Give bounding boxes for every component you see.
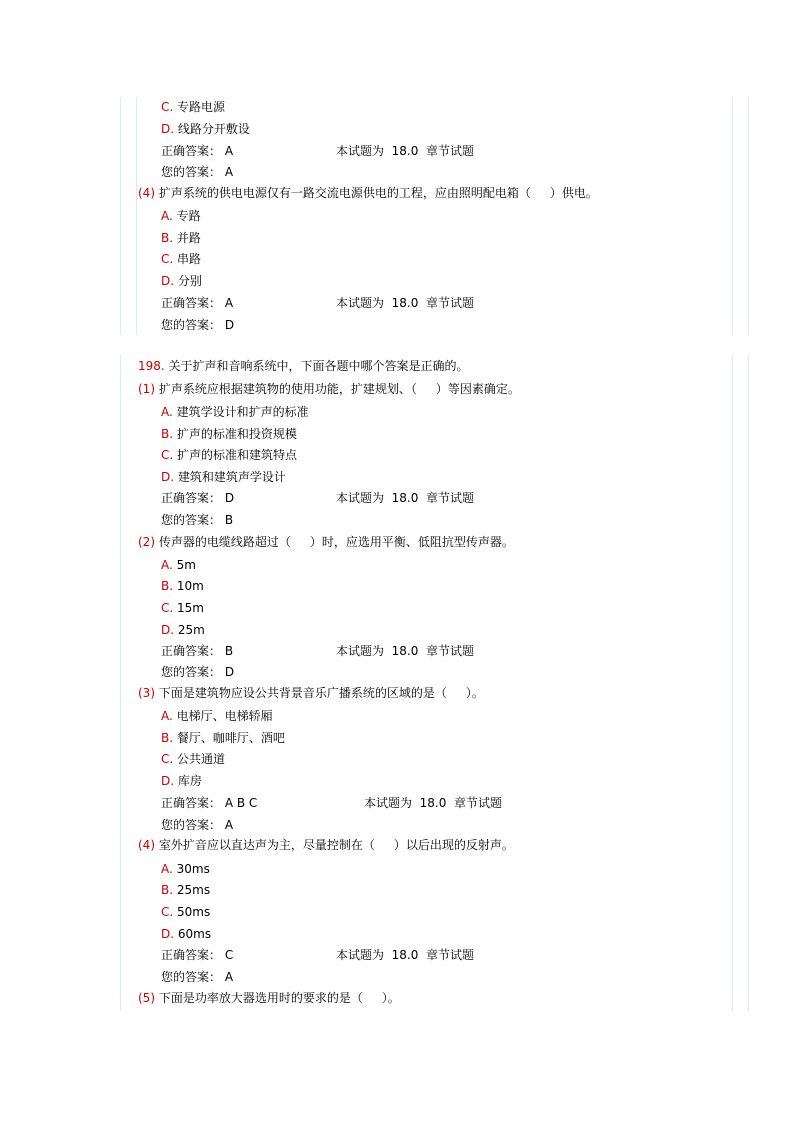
option-row: C. 50ms (161, 905, 211, 919)
score-row: 本试题为 18.0 章节试题 (336, 948, 475, 962)
option-row: A. 专路 (161, 209, 201, 223)
frame-inner-line-top (136, 97, 137, 335)
your-answer-row: 您的答案： A (161, 818, 234, 832)
your-answer-row: 您的答案： A (161, 970, 234, 984)
score-row: 本试题为 18.0 章节试题 (336, 644, 475, 658)
option-row: C. 专路电源 (161, 100, 226, 114)
option-row: B. 10m (161, 579, 204, 593)
option-row: D. 库房 (161, 774, 202, 788)
frame-right2-line-bottom (748, 355, 749, 1011)
score-row: 本试题为 18.0 章节试题 (336, 296, 475, 310)
question-row: (4) 室外扩音应以直达声为主，尽量控制在（ ）以后出现的反射声。 (138, 838, 514, 852)
option-row: A. 建筑学设计和扩声的标准 (161, 405, 309, 419)
option-row: D. 建筑和建筑声学设计 (161, 470, 286, 484)
option-row: D. 60ms (161, 927, 212, 941)
correct-answer-row: 正确答案： A (161, 144, 234, 158)
frame-left-line-top (120, 97, 121, 335)
option-row: A. 30ms (161, 862, 210, 876)
correct-answer-row: 正确答案： B (161, 644, 234, 658)
score-row: 本试题为 18.0 章节试题 (336, 491, 475, 505)
score-row: 本试题为 18.0 章节试题 (364, 796, 503, 810)
option-row: C. 15m (161, 601, 204, 615)
your-answer-row: 您的答案： A (161, 165, 234, 179)
question-row: (4) 扩声系统的供电电源仅有一路交流电源供电的工程，应由照明配电箱（ ）供电。 (138, 186, 598, 200)
option-row: D. 分别 (161, 274, 202, 288)
correct-answer-row: 正确答案： C (161, 948, 234, 962)
correct-answer-row: 正确答案： A B C (161, 796, 258, 810)
option-row: C. 串路 (161, 252, 202, 266)
question-row: (2) 传声器的电缆线路超过（ ）时，应选用平衡、低阻抗型传声器。 (138, 535, 514, 549)
your-answer-row: 您的答案： B (161, 513, 234, 527)
question-title: 198. 关于扩声和音响系统中，下面各题中哪个答案是正确的。 (138, 359, 469, 373)
option-row: D. 25m (161, 623, 205, 637)
your-answer-row: 您的答案： D (161, 665, 235, 679)
option-row: B. 25ms (161, 883, 211, 897)
option-row: B. 扩声的标准和投资规模 (161, 427, 297, 441)
option-row: A. 5m (161, 558, 196, 572)
correct-answer-row: 正确答案： A (161, 296, 234, 310)
option-row: C. 公共通道 (161, 752, 226, 766)
option-row: D. 线路分开敷设 (161, 122, 250, 136)
score-row: 本试题为 18.0 章节试题 (336, 144, 475, 158)
question-row: (1) 扩声系统应根据建筑物的使用功能，扩建规划、（ ）等因素确定。 (138, 382, 520, 396)
your-answer-row: 您的答案： D (161, 318, 235, 332)
question-row: (3) 下面是建筑物应设公共背景音乐广播系统的区域的是（ ）。 (138, 686, 484, 700)
frame-right-line-top (732, 97, 733, 335)
frame-right-line-bottom (732, 355, 733, 1011)
option-row: A. 电梯厅、电梯轿厢 (161, 709, 273, 723)
correct-answer-row: 正确答案： D (161, 491, 235, 505)
option-row: B. 并路 (161, 231, 201, 245)
frame-left-line-bottom (120, 355, 121, 1011)
question-row: (5) 下面是功率放大器选用时的要求的是（ ）。 (138, 991, 400, 1005)
frame-right2-line-top (748, 97, 749, 335)
option-row: C. 扩声的标准和建筑特点 (161, 448, 298, 462)
option-row: B. 餐厅、咖啡厅、酒吧 (161, 731, 285, 745)
